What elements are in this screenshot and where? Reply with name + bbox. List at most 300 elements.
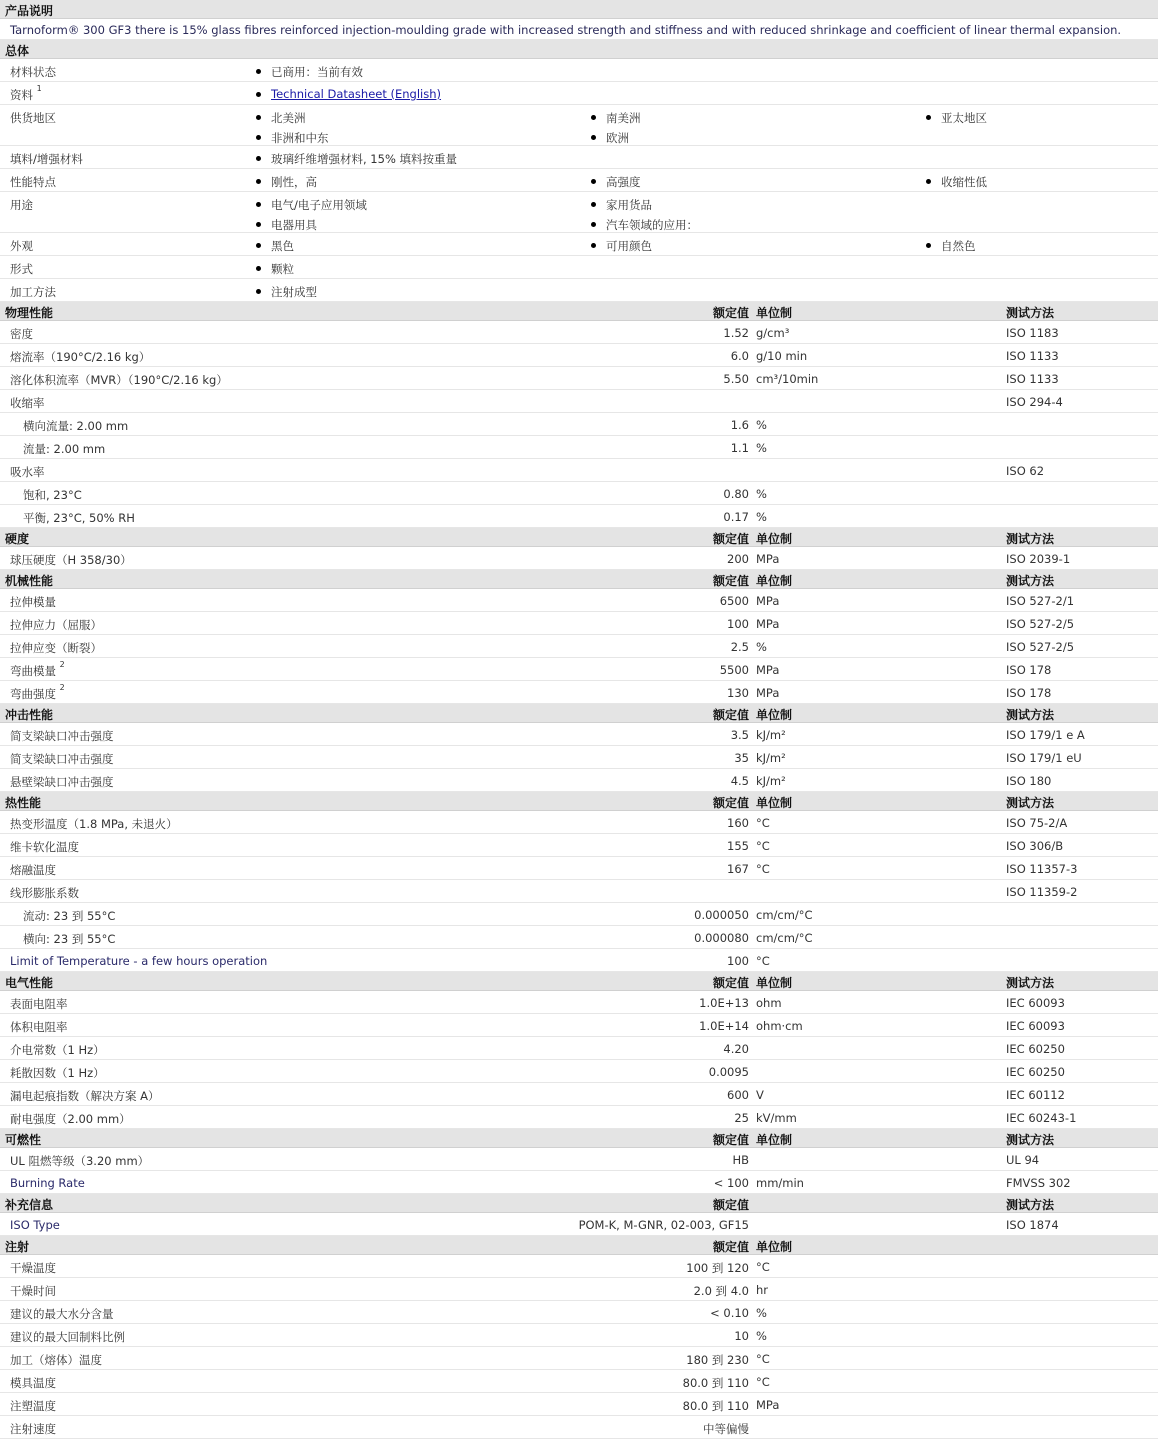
column-header-nominal: 额定值 xyxy=(712,574,749,588)
test-method: ISO 62 xyxy=(1006,464,1045,478)
test-method: ISO 1183 xyxy=(1006,326,1059,340)
property-label xyxy=(10,349,150,365)
property-label xyxy=(10,1260,56,1276)
property-value: 0.80 xyxy=(723,487,749,501)
bullet-item: 玻璃纤维增强材料, 15% 填料按重量 xyxy=(256,151,457,167)
section-title: 电气性能 xyxy=(5,976,54,990)
footnote-marker: 2 xyxy=(59,683,65,692)
section-title: 物理性能 xyxy=(5,306,54,320)
property-row xyxy=(0,1324,1158,1347)
property-value: 0.17 xyxy=(723,510,749,524)
property-unit: °C xyxy=(756,1352,770,1366)
uses-row xyxy=(0,192,1158,233)
section-header-physical xyxy=(0,302,1158,321)
property-unit: kJ/m² xyxy=(756,728,786,742)
footnote-marker: 1 xyxy=(36,84,42,93)
label-text: 饱和, 23°C xyxy=(23,488,82,502)
property-unit: MPa xyxy=(756,552,780,566)
property-row xyxy=(0,681,1158,704)
filler-row xyxy=(0,146,1158,169)
property-value: < 0.10 xyxy=(710,1306,749,1320)
test-method: ISO 11359-2 xyxy=(1006,885,1078,899)
label-text: 拉伸应力（屈服） xyxy=(10,618,102,632)
test-method: ISO 306/B xyxy=(1006,839,1064,853)
property-unit: cm/cm/°C xyxy=(756,908,813,922)
property-value: 2.5 xyxy=(730,640,749,654)
section-title: 硬度 xyxy=(5,532,30,546)
property-unit: °C xyxy=(756,839,770,853)
test-method: ISO 75-2/A xyxy=(1006,816,1068,830)
property-label xyxy=(10,954,267,968)
section-title: 可燃性 xyxy=(5,1133,42,1147)
column-header-nominal: 额定值 xyxy=(712,1133,749,1147)
bullet-item: 家用货品 xyxy=(591,197,652,213)
test-method: IEC 60093 xyxy=(1006,1019,1065,1033)
property-row xyxy=(0,1148,1158,1171)
section-header-injection xyxy=(0,1236,1158,1255)
property-label xyxy=(10,1153,149,1169)
row-label: 外观 xyxy=(10,239,33,253)
section-header-description xyxy=(0,0,1158,19)
bullet-item: 注射成型 xyxy=(256,284,317,300)
property-label xyxy=(10,683,65,702)
property-unit: MPa xyxy=(756,617,780,631)
property-label xyxy=(10,1042,105,1058)
property-label xyxy=(10,594,56,610)
property-unit: °C xyxy=(756,1375,770,1389)
property-value: 160 xyxy=(727,816,749,830)
property-label xyxy=(10,640,102,656)
info-row xyxy=(0,82,1158,105)
property-value: 5500 xyxy=(719,663,749,677)
property-row xyxy=(0,459,1158,482)
property-label xyxy=(10,862,56,878)
property-label xyxy=(10,1111,131,1127)
label-text: 干燥温度 xyxy=(10,1261,56,1275)
material-status-row xyxy=(0,59,1158,82)
property-label xyxy=(10,1352,102,1368)
property-unit: kV/mm xyxy=(756,1111,797,1125)
column-header-nominal: 额定值 xyxy=(712,976,749,990)
property-value: 中等偏慢 xyxy=(703,1422,749,1436)
processing-row xyxy=(0,279,1158,302)
property-value: 167 xyxy=(727,862,749,876)
test-method: ISO 1874 xyxy=(1006,1218,1059,1232)
label-text: 简支梁缺口冲击强度 xyxy=(10,752,114,766)
property-row xyxy=(0,746,1158,769)
property-value: 155 xyxy=(727,839,749,853)
property-row xyxy=(0,505,1158,528)
property-label xyxy=(10,728,114,744)
property-row xyxy=(0,811,1158,834)
label-text: 拉伸模量 xyxy=(10,595,56,609)
property-row xyxy=(0,1037,1158,1060)
test-method: ISO 179/1 e A xyxy=(1006,728,1085,742)
property-value: 25 xyxy=(734,1111,749,1125)
section-header-electrical xyxy=(0,972,1158,991)
property-unit: °C xyxy=(756,816,770,830)
bullet-item: 汽车领域的应用： xyxy=(591,217,698,233)
property-value: 80.0 到 110 xyxy=(682,1376,749,1390)
property-row xyxy=(0,903,1158,926)
test-method: ISO 1133 xyxy=(1006,349,1059,363)
column-header-nominal: 额定值 xyxy=(712,1198,749,1212)
property-row xyxy=(0,344,1158,367)
test-method: ISO 1133 xyxy=(1006,372,1059,386)
section-title: 机械性能 xyxy=(5,574,54,588)
property-value: 1.1 xyxy=(730,441,749,455)
section-title: 热性能 xyxy=(5,796,42,810)
property-label xyxy=(10,816,178,832)
property-row xyxy=(0,1083,1158,1106)
property-label xyxy=(10,885,79,901)
bullet-item: 已商用：当前有效 xyxy=(256,64,363,80)
property-unit: MPa xyxy=(756,663,780,677)
column-header-nominal: 额定值 xyxy=(712,1240,749,1254)
column-header-test: 测试方法 xyxy=(1006,1198,1055,1212)
label-text: 收缩率 xyxy=(10,396,45,410)
test-method: FMVSS 302 xyxy=(1006,1176,1071,1190)
label-text: 流量: 2.00 mm xyxy=(23,442,106,456)
property-label xyxy=(23,418,128,434)
property-label xyxy=(10,1421,56,1437)
test-method: ISO 178 xyxy=(1006,663,1052,677)
property-value: 200 xyxy=(727,552,749,566)
label-text: 模具温度 xyxy=(10,1376,56,1390)
technical-datasheet-link[interactable]: Technical Datasheet (English) xyxy=(271,87,442,101)
property-unit: MPa xyxy=(756,594,780,608)
property-row xyxy=(0,1416,1158,1439)
property-unit: °C xyxy=(756,1260,770,1274)
property-value: 4.20 xyxy=(723,1042,749,1056)
form-row xyxy=(0,256,1158,279)
bullet-item: 亚太地区 xyxy=(926,110,987,126)
test-method: ISO 179/1 eU xyxy=(1006,751,1082,765)
property-row xyxy=(0,723,1158,746)
label-text: Limit of Temperature - a few hours operation xyxy=(10,954,268,968)
property-label xyxy=(23,441,105,457)
property-label xyxy=(10,1088,160,1104)
property-label xyxy=(10,660,65,679)
column-header-unit: 单位制 xyxy=(756,1133,793,1147)
label-text: 耗散因数（1 Hz） xyxy=(10,1066,105,1080)
column-header-nominal: 额定值 xyxy=(712,708,749,722)
property-unit: MPa xyxy=(756,1398,780,1412)
property-row xyxy=(0,1060,1158,1083)
property-row xyxy=(0,413,1158,436)
property-row xyxy=(0,658,1158,681)
property-value: 100 到 120 xyxy=(686,1261,749,1275)
property-value: POM-K, M-GNR, 02-003, GF15 xyxy=(578,1218,749,1232)
row-label: 供货地区 xyxy=(10,111,56,125)
property-row xyxy=(0,1255,1158,1278)
property-label xyxy=(10,751,114,767)
appearance-row xyxy=(0,233,1158,256)
label-text: 弯曲强度 xyxy=(10,687,56,701)
column-header-nominal: 额定值 xyxy=(712,306,749,320)
property-value: 5.50 xyxy=(723,372,749,386)
bullet-item: 收缩性低 xyxy=(926,174,987,190)
label-text: 熔流率（190°C/2.16 kg） xyxy=(10,350,151,364)
label-text: 吸水率 xyxy=(10,465,45,479)
property-label xyxy=(10,464,45,480)
section-title: 总体 xyxy=(5,44,30,58)
label-text: 介电常数（1 Hz） xyxy=(10,1043,105,1057)
property-unit: mm/min xyxy=(756,1176,804,1190)
property-unit: kJ/m² xyxy=(756,774,786,788)
features-row xyxy=(0,169,1158,192)
column-header-unit: 单位制 xyxy=(756,532,793,546)
label-text: 漏电起痕指数（解决方案 A） xyxy=(10,1089,160,1103)
section-header-flammability xyxy=(0,1129,1158,1148)
row-label: 性能特点 xyxy=(10,175,56,189)
column-header-test: 测试方法 xyxy=(1006,532,1055,546)
label-text: UL 阻燃等级（3.20 mm） xyxy=(10,1154,150,1168)
property-row xyxy=(0,482,1158,505)
property-row xyxy=(0,1014,1158,1037)
property-value: 130 xyxy=(727,686,749,700)
row-label: 材料状态 xyxy=(10,65,56,79)
property-sections xyxy=(0,302,1158,1439)
bullet-item: 北美洲 xyxy=(256,110,306,126)
test-method: ISO 180 xyxy=(1006,774,1052,788)
label-text: 热变形温度（1.8 MPa, 未退火） xyxy=(10,817,178,831)
property-value: 100 xyxy=(727,617,749,631)
property-value: 180 到 230 xyxy=(686,1353,749,1367)
property-label xyxy=(10,1306,114,1322)
test-method: ISO 178 xyxy=(1006,686,1052,700)
label-text: 平衡, 23°C, 50% RH xyxy=(23,511,135,525)
column-header-unit: 单位制 xyxy=(756,708,793,722)
property-value: 0.0095 xyxy=(708,1065,749,1079)
property-row xyxy=(0,547,1158,570)
label-text: 表面电阻率 xyxy=(10,997,68,1011)
property-row xyxy=(0,1370,1158,1393)
property-label xyxy=(10,617,102,633)
bullet-item: 自然色 xyxy=(926,238,976,254)
bullet-item: 欧洲 xyxy=(591,130,629,146)
property-row xyxy=(0,321,1158,344)
property-value: 35 xyxy=(734,751,749,765)
property-row xyxy=(0,635,1158,658)
section-title: 注射 xyxy=(5,1240,30,1254)
property-label xyxy=(10,1375,56,1391)
test-method: ISO 11357-3 xyxy=(1006,862,1078,876)
column-header-unit: 单位制 xyxy=(756,1240,793,1254)
test-method: ISO 527-2/1 xyxy=(1006,594,1075,608)
property-label xyxy=(10,372,228,388)
row-label: 填料/增强材料 xyxy=(10,152,83,166)
test-method: UL 94 xyxy=(1006,1153,1040,1167)
property-row xyxy=(0,436,1158,459)
description-row xyxy=(0,19,1158,40)
property-label xyxy=(10,1329,125,1345)
label-text: 建议的最大水分含量 xyxy=(10,1307,114,1321)
bullet-item: 高强度 xyxy=(591,174,641,190)
label-text: ISO Type xyxy=(10,1218,60,1232)
footnote-marker: 2 xyxy=(59,660,65,669)
property-value: 1.52 xyxy=(723,326,749,340)
test-method: IEC 60112 xyxy=(1006,1088,1065,1102)
property-value: 1.0E+13 xyxy=(699,996,749,1010)
property-row xyxy=(0,991,1158,1014)
label-text: 干燥时间 xyxy=(10,1284,56,1298)
property-row xyxy=(0,1347,1158,1370)
label-text: 悬壁梁缺口冲击强度 xyxy=(10,775,114,789)
column-header-nominal: 额定值 xyxy=(712,532,749,546)
bullet-item: 电器用具 xyxy=(256,217,317,233)
label-text: 耐电强度（2.00 mm） xyxy=(10,1112,131,1126)
property-value: 1.6 xyxy=(730,418,749,432)
property-row xyxy=(0,1278,1158,1301)
property-label xyxy=(23,510,135,526)
property-value: 6.0 xyxy=(730,349,749,363)
property-label xyxy=(10,1398,56,1414)
label-text: 注塑温度 xyxy=(10,1399,56,1413)
property-unit: °C xyxy=(756,954,770,968)
property-row xyxy=(0,949,1158,972)
label-text: 注射速度 xyxy=(10,1422,56,1436)
property-label xyxy=(10,395,45,411)
bullet-item: 非洲和中东 xyxy=(256,130,329,146)
section-title: 产品说明 xyxy=(5,4,54,18)
property-value: 0.000050 xyxy=(694,908,749,922)
section-header-mechanical xyxy=(0,570,1158,589)
label-text: 加工（熔体）温度 xyxy=(10,1353,102,1367)
property-unit: V xyxy=(756,1088,764,1102)
column-header-unit: 单位制 xyxy=(756,574,793,588)
description-text: Tarnoform® 300 GF3 there is 15% glass fibres reinforced injection-moulding grade with increased strength and stiffness and with reduced shrinkage and coefficient of linear thermal expansion. xyxy=(10,23,1122,37)
column-header-unit: 单位制 xyxy=(756,796,793,810)
property-unit: ohm·cm xyxy=(756,1019,803,1033)
bullet-item: 电气/电子应用领域 xyxy=(256,197,367,213)
property-label xyxy=(10,1283,56,1299)
property-unit: g/10 min xyxy=(756,349,808,363)
label-text: Burning Rate xyxy=(10,1176,85,1190)
label-text: 体积电阻率 xyxy=(10,1020,68,1034)
test-method: ISO 527-2/5 xyxy=(1006,640,1075,654)
property-row xyxy=(0,367,1158,390)
property-unit: % xyxy=(756,441,767,455)
property-label xyxy=(10,326,33,342)
bullet-item: 黑色 xyxy=(256,238,294,254)
row-label xyxy=(10,84,42,103)
row-label: 形式 xyxy=(10,262,33,276)
column-header-nominal: 额定值 xyxy=(712,796,749,810)
property-unit: ohm xyxy=(756,996,782,1010)
property-value: 600 xyxy=(727,1088,749,1102)
property-label xyxy=(23,487,82,503)
column-header-test: 测试方法 xyxy=(1006,976,1055,990)
availability-row xyxy=(0,105,1158,146)
bullet-item: 颗粒 xyxy=(256,261,294,277)
property-unit: cm³/10min xyxy=(756,372,819,386)
label-text: 横向流量: 2.00 mm xyxy=(23,419,129,433)
column-header-test: 测试方法 xyxy=(1006,708,1055,722)
property-row xyxy=(0,612,1158,635)
column-header-test: 测试方法 xyxy=(1006,1133,1055,1147)
test-method: ISO 294-4 xyxy=(1006,395,1063,409)
label-text: 流动: 23 到 55°C xyxy=(23,909,116,923)
test-method: IEC 60250 xyxy=(1006,1065,1065,1079)
property-unit: % xyxy=(756,1329,767,1343)
property-row xyxy=(0,1393,1158,1416)
label-text: 维卡软化温度 xyxy=(10,840,79,854)
property-row xyxy=(0,589,1158,612)
property-row xyxy=(0,1171,1158,1194)
property-value: < 100 xyxy=(713,1176,749,1190)
property-row xyxy=(0,834,1158,857)
property-label xyxy=(10,1065,105,1081)
property-label xyxy=(10,1176,85,1190)
property-row xyxy=(0,1213,1158,1236)
property-value: 100 xyxy=(727,954,749,968)
property-value: 80.0 到 110 xyxy=(682,1399,749,1413)
property-unit: % xyxy=(756,418,767,432)
bullet-item xyxy=(256,87,441,101)
section-header-general xyxy=(0,40,1158,59)
section-title: 冲击性能 xyxy=(5,708,54,722)
section-header-supplementary xyxy=(0,1194,1158,1213)
section-title: 补充信息 xyxy=(5,1198,54,1212)
test-method: IEC 60093 xyxy=(1006,996,1065,1010)
property-value: 2.0 到 4.0 xyxy=(693,1284,749,1298)
label-text: 拉伸应变（断裂） xyxy=(10,641,102,655)
property-row xyxy=(0,880,1158,903)
row-label: 加工方法 xyxy=(10,285,56,299)
test-method: ISO 2039-1 xyxy=(1006,552,1071,566)
label-text: 球压硬度（H 358/30） xyxy=(10,553,132,567)
property-unit: % xyxy=(756,640,767,654)
property-unit: % xyxy=(756,487,767,501)
property-row xyxy=(0,1106,1158,1129)
label-text: 简支梁缺口冲击强度 xyxy=(10,729,114,743)
label-text: 熔融温度 xyxy=(10,863,56,877)
property-row xyxy=(0,769,1158,792)
property-unit: % xyxy=(756,510,767,524)
property-unit: g/cm³ xyxy=(756,326,790,340)
property-label xyxy=(10,839,79,855)
label-text: 溶化体积流率（MVR）（190°C/2.16 kg） xyxy=(10,373,228,387)
property-label xyxy=(10,996,68,1012)
property-value: 4.5 xyxy=(730,774,749,788)
column-header-test: 测试方法 xyxy=(1006,796,1055,810)
section-header-impact xyxy=(0,704,1158,723)
property-unit: MPa xyxy=(756,686,780,700)
property-value: 3.5 xyxy=(730,728,749,742)
label-text: 资料 xyxy=(10,88,33,102)
property-value: 10 xyxy=(734,1329,749,1343)
test-method: ISO 527-2/5 xyxy=(1006,617,1075,631)
label-text: 密度 xyxy=(10,327,33,341)
property-label xyxy=(10,774,114,790)
property-label xyxy=(10,1218,60,1232)
label-text: 线形膨胀系数 xyxy=(10,886,79,900)
property-unit: kJ/m² xyxy=(756,751,786,765)
property-label xyxy=(10,1019,68,1035)
label-text: 弯曲模量 xyxy=(10,664,56,678)
label-text: 横向: 23 到 55°C xyxy=(23,932,116,946)
property-label xyxy=(10,552,132,568)
bullet-item: 可用颜色 xyxy=(591,238,652,254)
property-value: 0.000080 xyxy=(694,931,749,945)
property-unit: cm/cm/°C xyxy=(756,931,813,945)
bullet-item: 南美洲 xyxy=(591,110,641,126)
test-method: IEC 60243-1 xyxy=(1006,1111,1077,1125)
label-text: 建议的最大回制料比例 xyxy=(10,1330,125,1344)
column-header-test: 测试方法 xyxy=(1006,574,1055,588)
section-header-thermal xyxy=(0,792,1158,811)
